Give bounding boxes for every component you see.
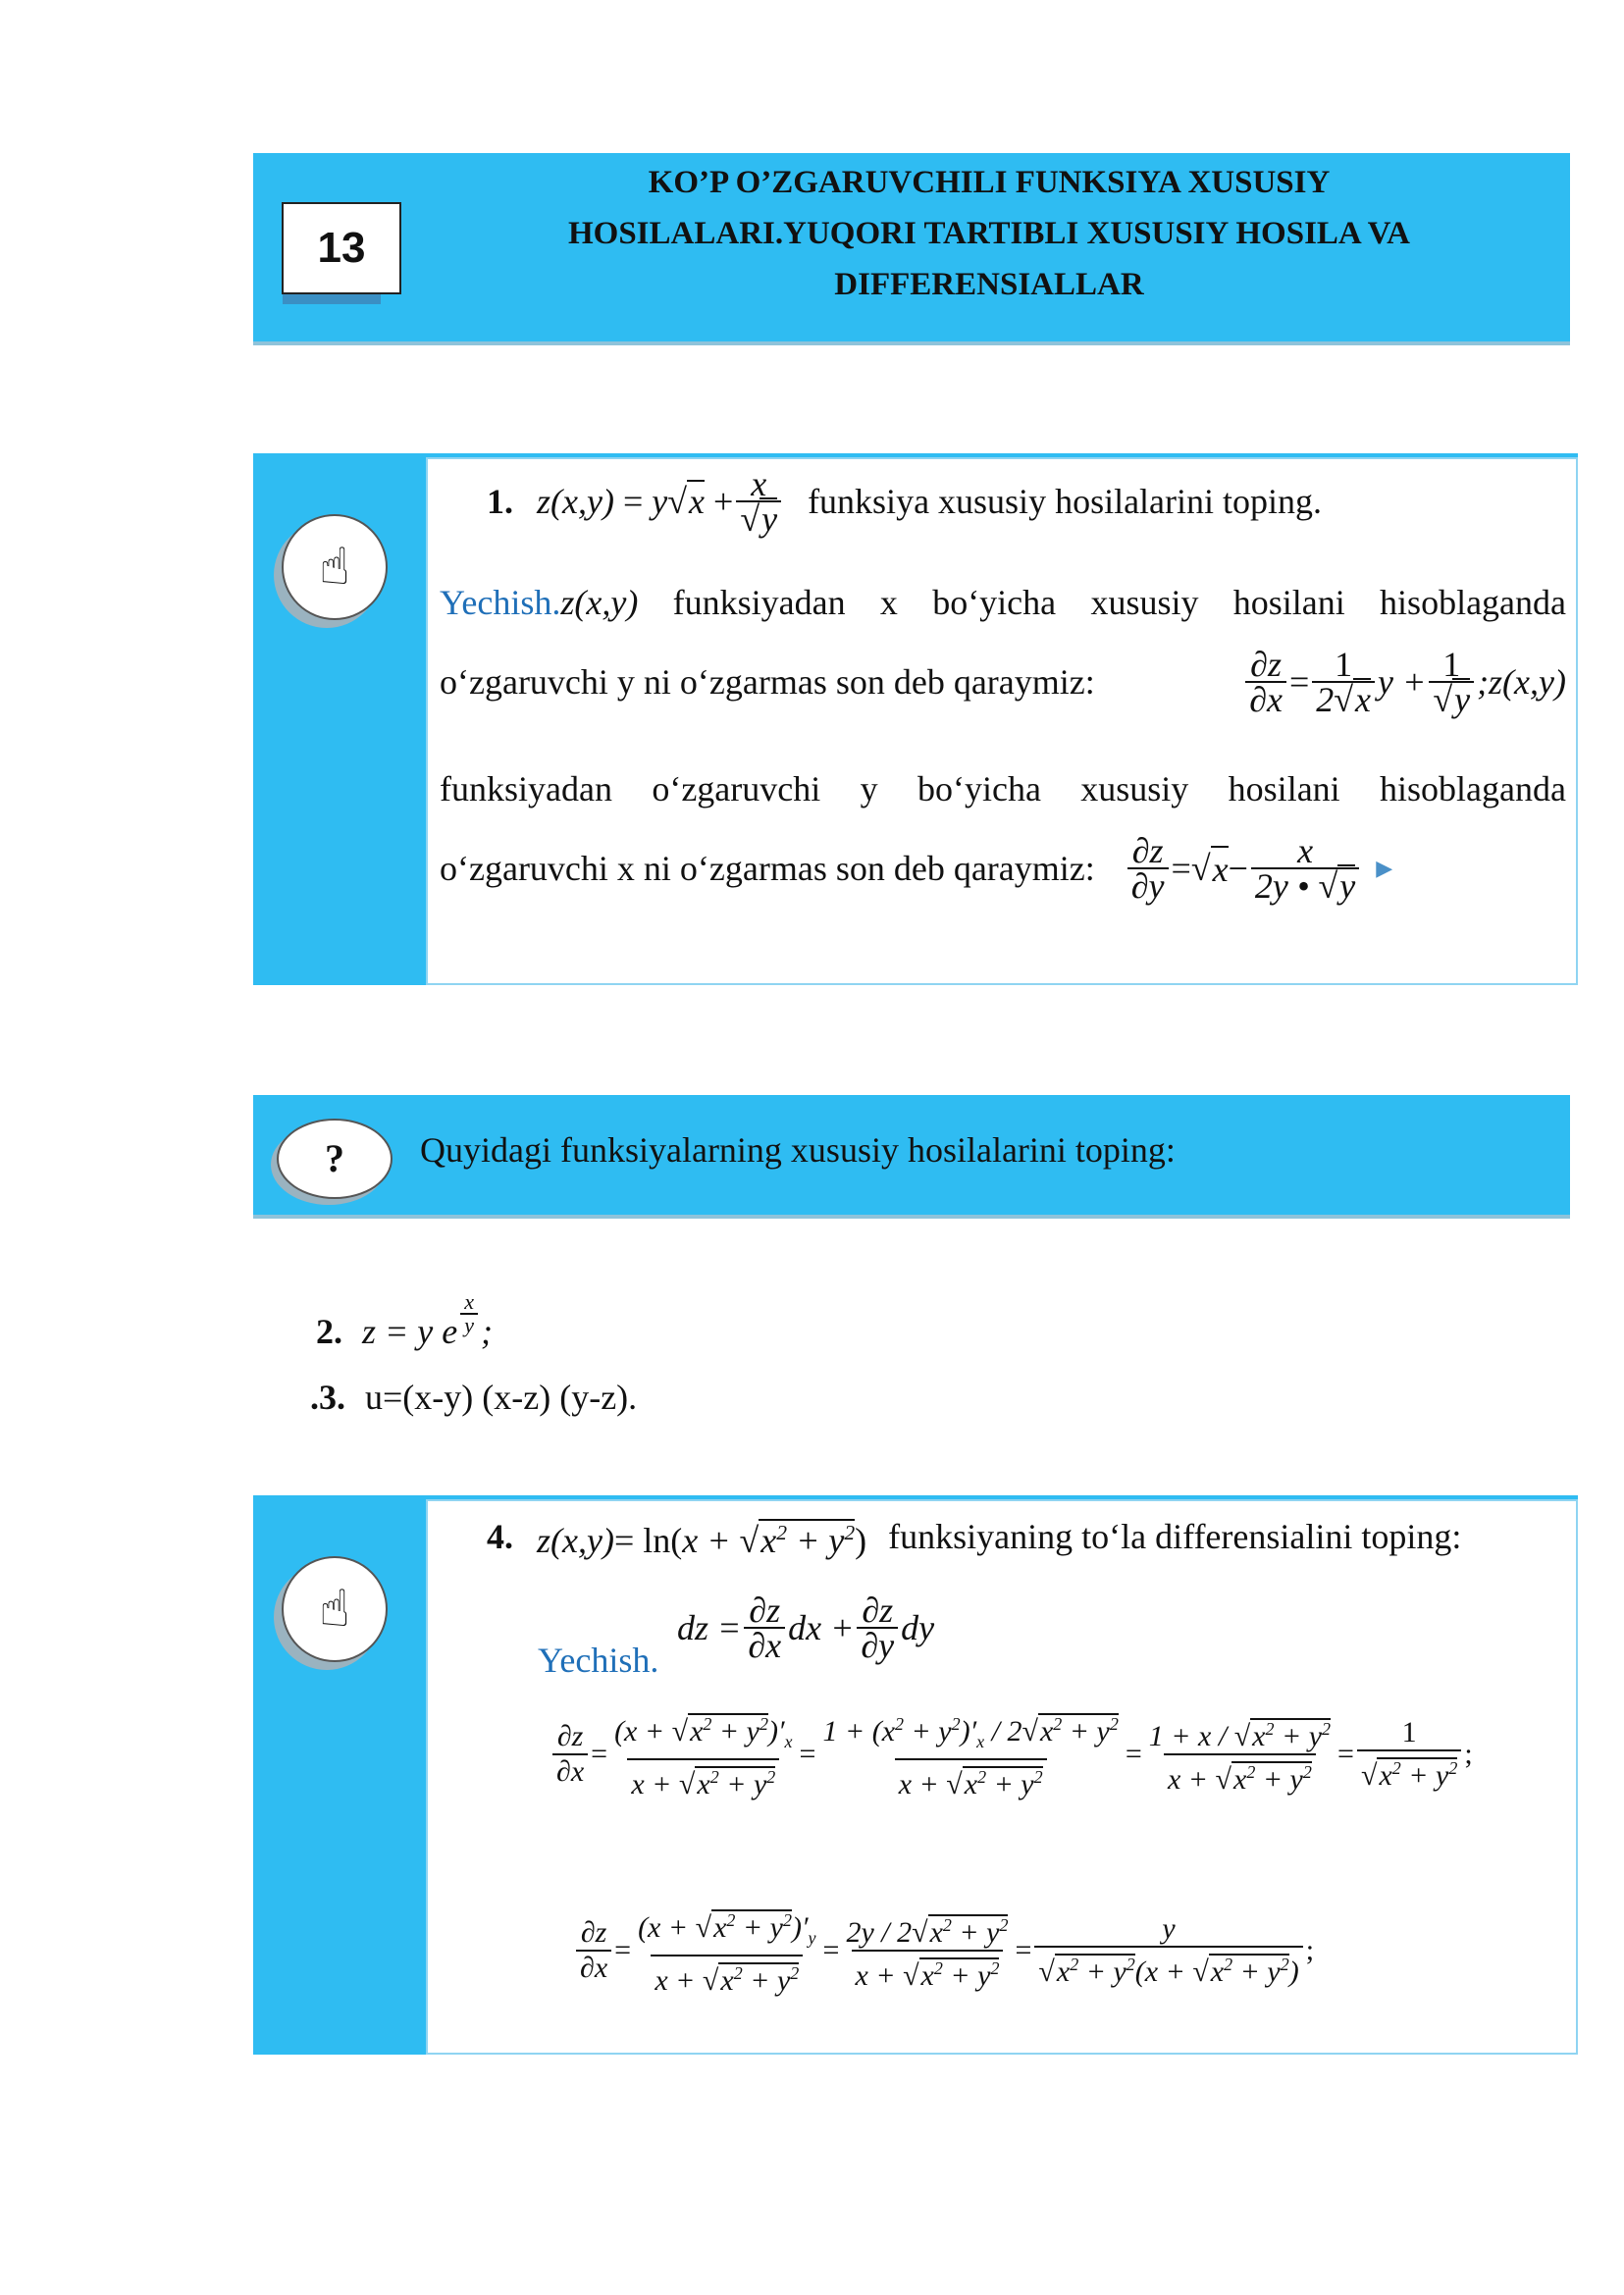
question-icon: ?	[325, 1136, 344, 1180]
partial-z-y-formula: $\frac{\partial z}{\partial y}$ = √ x − $\frac{x}{2y • √y}$	[1125, 834, 1363, 903]
arrow-right-icon: ▶	[1376, 856, 1393, 880]
example1-solution-line2: o‘zgaruvchi y ni o‘zgarmas son deb qaraymiz: $\frac{\partial z}{\partial x}$ = $\frac{1}{2√x}$ y + $\frac{1}{√y}$ ;z(x,y)	[440, 645, 1566, 719]
example1-solution-line3: funksiyadan o‘zgaruvchi y bo‘yicha xususiy hosilani hisoblaganda	[440, 769, 1566, 808]
example1-content	[426, 457, 1578, 985]
example1-solution-line4: o‘zgaruvchi x ni o‘zgarmas son deb qaraymiz: $\frac{\partial z}{\partial y}$ = √ x − $\frac{x}{2y • √y}$ ▶	[440, 831, 1393, 906]
example1-task: 1. z(x,y) = y√x + $\frac{x}{√y}$ funksiya xususiy hosilalarini toping.	[487, 464, 1323, 539]
example1-fraction: $\frac{x}{√y}$	[736, 467, 781, 536]
example4-task: 4. $z(x,y)= \ln(x + √x^2 + y^2)$ funksiyaning to‘la differensialini toping:	[487, 1511, 1461, 1562]
example4-formula: $z(x,y)= \ln(x + √x^2 + y^2)$	[537, 1521, 867, 1560]
exercise-prompt: Quyidagi funksiyalarning xususiy hosilalarini toping:	[420, 1130, 1176, 1170]
pointing-hand-icon: ☝	[319, 538, 350, 597]
example4-solution-label: Yechish.	[538, 1641, 659, 1680]
example4-hand-icon-circle	[282, 1556, 388, 1662]
partial-y-derivation: $\frac{\partial z}{\partial x}$ = $\frac{(x + √x^2 + y^2)'_y}{x + √x^2 + y^2}$ = $\frac{2y / 2√x^2 + y^2}{x + √x^2 + y^2}$ = $\frac{y}{√x^2 + y^2(x + √x^2 + y^2)}$ ;	[573, 1904, 1314, 1998]
section-number-badge: 13	[282, 202, 401, 294]
total-differential-formula: dz = $\frac{\partial z}{\partial x}$ dx + $\frac{\partial z}{\partial y}$ dy	[677, 1591, 935, 1665]
exercise-item-2: 2. z = y e $\frac{x}{y}$ ;	[316, 1289, 494, 1351]
partial-z-x-formula: $\frac{\partial z}{\partial x}$ = $\frac{1}{2√x}$ y + $\frac{1}{√y}$ ;z(x,y)	[1242, 648, 1566, 716]
partial-x-derivation: $\frac{\partial z}{\partial x}$ = $\frac{(x + √x^2 + y^2)'_x}{x + √x^2 + y^2}$ = $\frac{1 + (x^2 + y^2)'_x / 2√x^2 + y^2}{x + √x^2 + y^2}$ = $\frac{1 + x / √x^2 + y^2}{x + √x^2 + y^2}$ = $\frac{1}{√x^2 + y^2}$ ;	[550, 1707, 1473, 1801]
pointing-hand-icon: ☝	[319, 1580, 350, 1639]
example1-solution-line1: Yechish.z(x,y) funksiyadan x bo‘yicha xususiy hosilani hisoblaganda	[440, 583, 1567, 622]
section-title: KO’P O’ZGARUVCHILI FUNKSIYA XUSUSIY HOSILALARI.YUQORI TARTIBLI XUSUSIY HOSILA VA DIFFERENSIALLAR	[567, 165, 1411, 302]
example1-formula: z(x,y) = y√x +	[537, 482, 734, 521]
example1-hand-icon-circle	[282, 514, 388, 620]
question-badge	[277, 1119, 393, 1199]
solution-label: Yechish.	[440, 583, 561, 622]
exercise-item-3: .3. u=(x-y) (x-z) (y-z).	[310, 1378, 638, 1417]
